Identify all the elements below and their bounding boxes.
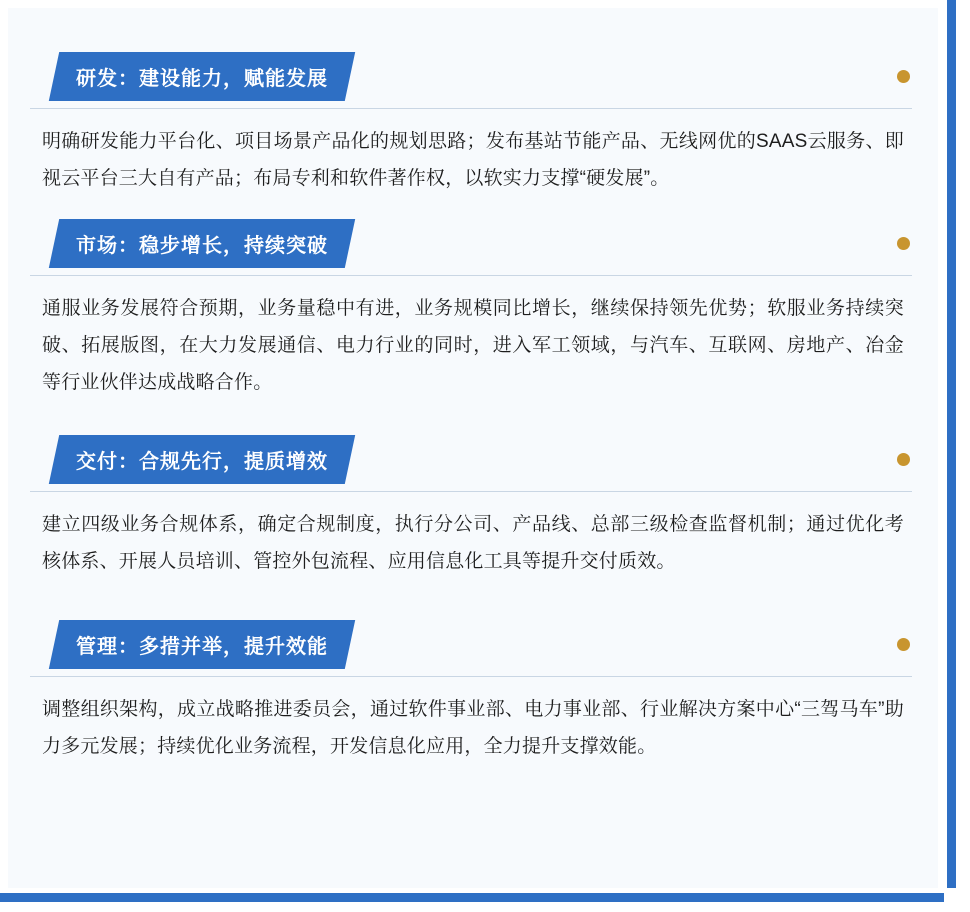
section-body: 通服业务发展符合预期，业务量稳中有进，业务规模同比增长，继续保持领先优势；软服业务持续突破、拓展版图，在大力发展通信、电力行业的同时，进入军工领域，与汽车、互联网、房地产、冶金等行业伙伴达成战略合作。 [42, 298, 904, 394]
section-header [30, 435, 912, 487]
section-header [30, 620, 912, 672]
section-tag-label: 管理：多措并举，提升效能 [76, 636, 328, 659]
section-tag [49, 52, 355, 101]
section-delivery [30, 435, 912, 592]
section-tag-label: 交付：合规先行，提质增效 [76, 451, 328, 474]
section-body: 明确研发能力平台化、项目场景产品化的规划思路；发布基站节能产品、无线网优的SAAS云服务、即视云平台三大自有产品；布局专利和软件著作权，以软实力支撑“硬发展”。 [42, 131, 904, 190]
bullet-dot-icon [897, 70, 910, 83]
section-header [30, 52, 912, 104]
section-tag [49, 219, 355, 268]
section-market [30, 219, 912, 413]
sections-container [8, 8, 938, 888]
right-accent-bar [947, 0, 956, 888]
section-tag [49, 620, 355, 669]
bullet-dot-icon [897, 237, 910, 250]
section-tag-label: 研发：建设能力，赋能发展 [76, 68, 328, 90]
bullet-dot-icon [897, 453, 910, 466]
section-header [30, 219, 912, 271]
section-body: 建立四级业务合规体系，确定合规制度，执行分公司、产品线、总部三级检查监督机制；通过优化考核体系、开展人员培训、管控外包流程、应用信息化工具等提升交付质效。 [42, 514, 904, 573]
section-tag-label: 市场：稳步增长，持续突破 [76, 235, 328, 258]
bottom-accent-bar [0, 893, 944, 902]
section-body: 调整组织架构，成立战略推进委员会，通过软件事业部、电力事业部、行业解决方案中心“三驾马车”助力多元发展；持续优化业务流程，开发信息化应用，全力提升支撑效能。 [42, 699, 904, 758]
section-tag [49, 435, 355, 484]
section-management [30, 620, 912, 777]
bullet-dot-icon [897, 638, 910, 651]
section-research [30, 52, 912, 209]
